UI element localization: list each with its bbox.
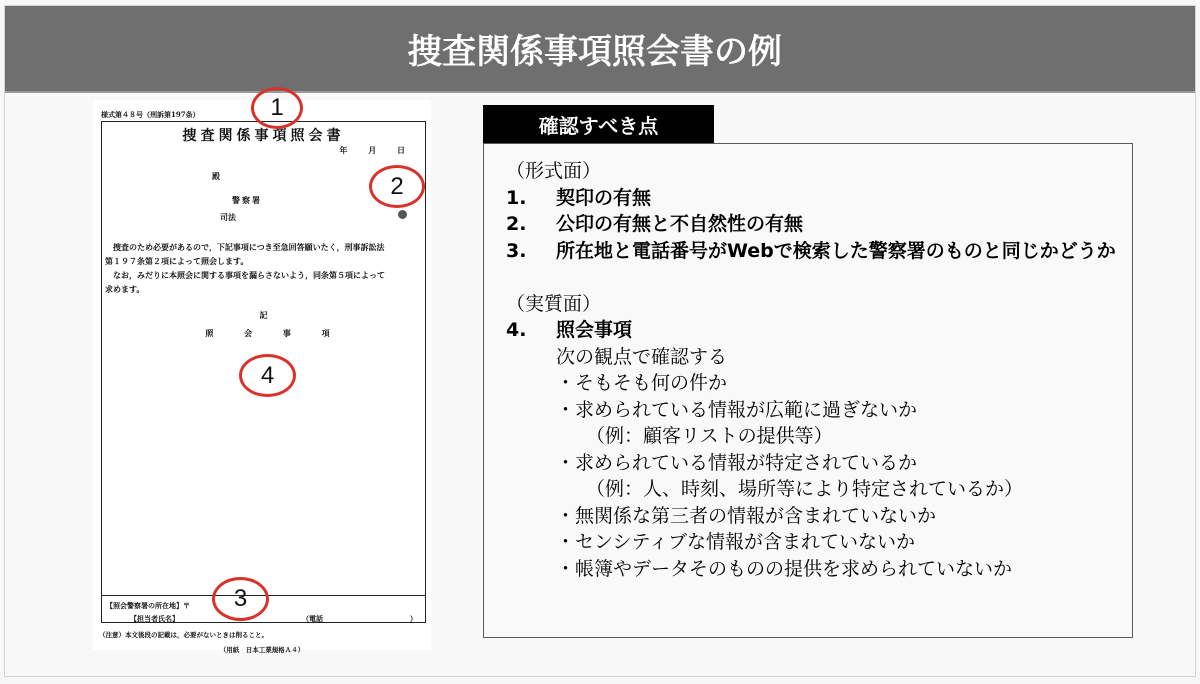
form-phone-label: （電話: [302, 614, 323, 623]
checklist-item: [506, 317, 1132, 344]
checklist-bullet: ・帳簿やデータそのものの提供を求められていないか: [556, 557, 1013, 580]
checklist-bullet: ・求められている情報が特定されているか: [556, 451, 918, 474]
checklist-bullet: ・センシティブな情報が含まれていないか: [556, 531, 916, 553]
item-text: 契印の有無: [556, 186, 652, 209]
spacer: [506, 264, 1132, 291]
checklist-item: [506, 238, 1132, 265]
form-inquiry-heading: 照 会 事 項: [205, 328, 330, 338]
item-text: 照会事項: [556, 319, 633, 341]
checklist-bullet: ・求められている情報が広範に過ぎないか: [556, 398, 918, 421]
form-addressee: 殿: [212, 171, 220, 181]
checklist-bullet: ・そもそも何の件か: [556, 372, 728, 394]
form-phone-close: ）: [410, 614, 417, 623]
marker-4: 4: [239, 354, 296, 397]
slide-header: [5, 6, 1195, 93]
seal-icon: [398, 210, 407, 219]
form-body-line: なお，みだりに本照会に関する事項を漏らさないよう，同条第５項によって: [113, 270, 385, 280]
slide-title: 捜査関係事項照会書の例: [408, 32, 782, 72]
form-body-line: 求めます。: [105, 284, 145, 294]
marker-2: 2: [369, 165, 425, 208]
checklist-tab: 確認すべき点: [483, 105, 714, 143]
form-paper-spec: （用紙 日本工業規格Ａ４）: [219, 646, 305, 654]
item-text: 公印の有無と不自然性の有無: [556, 213, 804, 235]
form-title: 捜査関係事項照会書: [182, 128, 345, 144]
form-body-line: 第１９７条第２項によって照会します。: [105, 256, 249, 266]
form-date: 年 月 日: [339, 145, 405, 155]
form-judicial: 司法: [220, 212, 236, 222]
item-text: 所在地と電話番号がWebで検索した警察署のものと同じかどうか: [556, 239, 1116, 262]
item-number: 2.: [506, 213, 527, 235]
checklist-intro: 次の観点で確認する: [556, 345, 728, 368]
checklist-example: （例：人、時刻、場所等により特定されているか）: [586, 478, 1024, 500]
checklist-box: [483, 143, 1133, 638]
item-number: 4.: [506, 319, 527, 341]
item-number: 1.: [506, 186, 527, 209]
marker-1: 1: [251, 87, 303, 129]
marker-3: 3: [212, 577, 269, 621]
checklist-item: [506, 211, 1132, 238]
item-number: 3.: [506, 239, 527, 262]
form-ki: 記: [259, 310, 268, 320]
form-note: （注意）本文後段の記載は，必要がないときは削ること。: [99, 631, 268, 639]
form-body-line: 捜査のため必要があるので，下記事項につき至急回答願いたく，刑事訴訟法: [113, 242, 385, 252]
checklist-example: （例：顧客リストの提供等）: [586, 425, 833, 447]
checklist-item: [506, 185, 1132, 212]
form-police-station: 警察署: [232, 195, 262, 205]
form-address-label: 【照会警察署の所在地】〒: [106, 601, 190, 610]
formal-section-label: （形式面）: [506, 160, 602, 182]
substantive-section-label: （実質面）: [506, 292, 602, 315]
checklist-bullet: ・無関係な第三者の情報が含まれていないか: [556, 504, 937, 527]
form-officer-label: 【担当者氏名】: [130, 614, 179, 623]
form-body: [105, 240, 422, 296]
form-number: 様式第４８号（刑訴第197条）: [101, 110, 200, 119]
